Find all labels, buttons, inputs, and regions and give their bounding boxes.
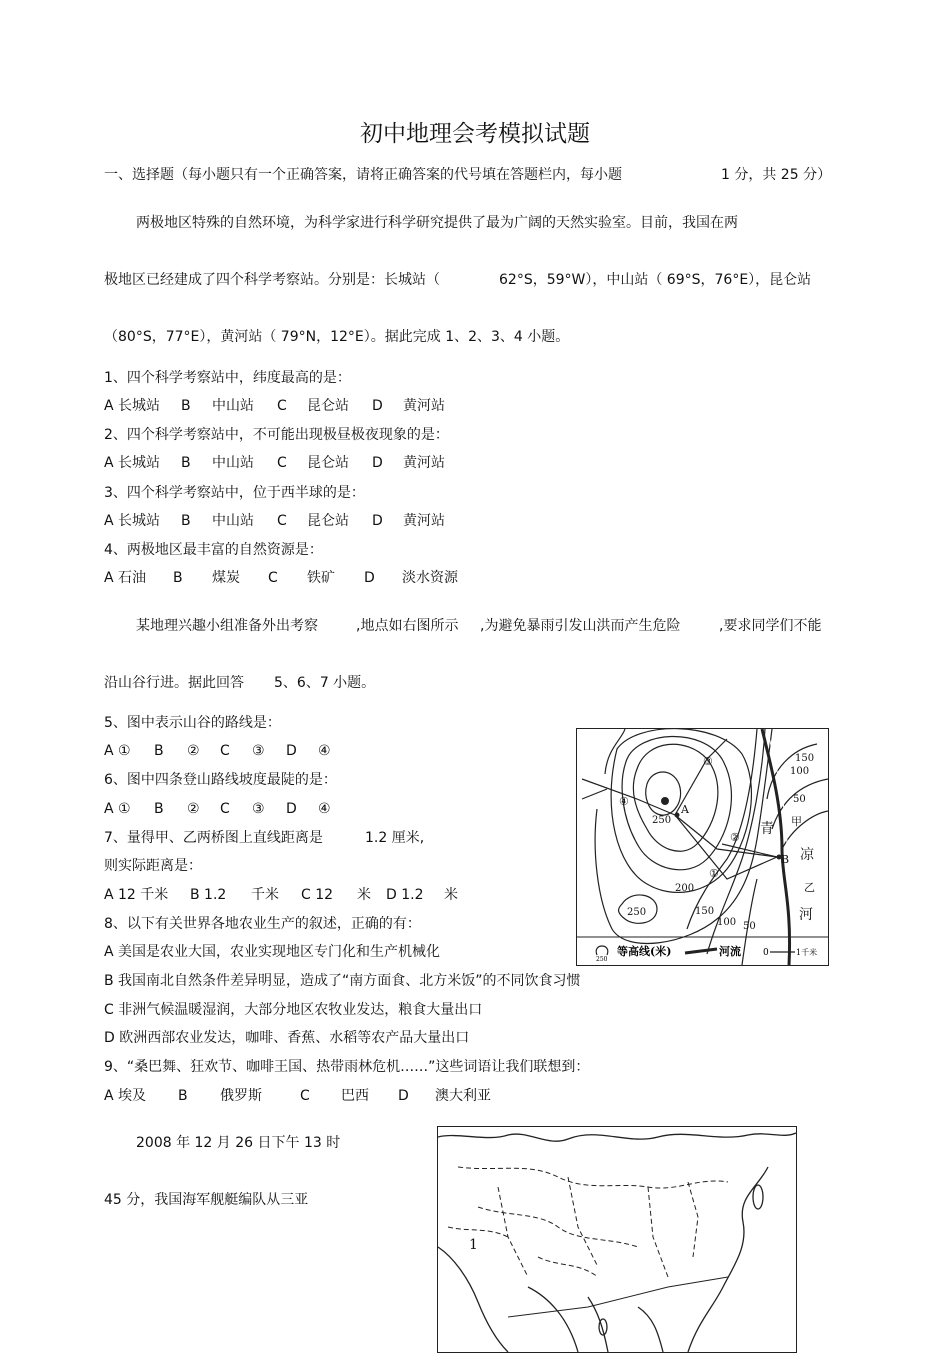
option-c-letter: C — [220, 801, 230, 817]
question-8-option-a: A 美国是农业大国，农业实现地区专门化和生产机械化 — [104, 944, 441, 960]
option-b: ② — [187, 743, 200, 759]
option-b-letter: B — [181, 455, 191, 471]
contour-line — [646, 772, 681, 815]
contour-label: 50 — [793, 794, 806, 805]
question-7-stem2: 则实际距离是： — [104, 858, 202, 874]
option-a: A ① — [104, 801, 131, 817]
border-line — [648, 1187, 668, 1277]
border-line — [498, 1187, 528, 1277]
bridge-label: 乙 — [804, 881, 815, 894]
option-d: 黄河站 — [403, 513, 445, 529]
option-c: 巴西 — [341, 1088, 369, 1104]
passage2-part3: ,为避免暴雨引发山洪而产生危险 — [480, 618, 681, 634]
option-c-letter: C — [268, 570, 278, 586]
question-4-stem: 4、两极地区最丰富的自然资源是： — [104, 542, 323, 558]
question-2-stem: 2、四个科学考察站中，不可能出现极昼极夜现象的是： — [104, 427, 449, 443]
passage2-part4: ,要求同学们不能 — [719, 618, 822, 634]
legend-river-label: 河流 — [719, 945, 741, 958]
border-line — [478, 1207, 638, 1247]
contour-line — [782, 811, 828, 849]
route-label-3: ③ — [703, 755, 713, 768]
option-d-letter: D — [364, 570, 375, 586]
question-7-stem-value: 1.2 厘米, — [365, 830, 425, 846]
question-6-stem: 6、图中四条登山路线坡度最陡的是： — [104, 772, 337, 788]
point-a-marker — [675, 813, 680, 818]
option-b: ② — [187, 801, 200, 817]
contour-line — [605, 729, 625, 774]
passage2-part1: 某地理兴趣小组准备外出考察 — [136, 618, 318, 634]
section-heading-score: 1 分，共 25 分） — [721, 167, 832, 183]
contour-label: 150 — [795, 753, 815, 764]
peak-marker — [661, 797, 669, 805]
contour-legend-icon — [596, 946, 608, 955]
question-9-stem: 9、“桑巴舞、狂欢节、咖啡王国、热带雨林危机……”这些词语让我们联想到： — [104, 1059, 590, 1075]
contour-label: 100 — [790, 766, 810, 777]
option-b-letter: B — [154, 743, 164, 759]
passage2-line2b: 5、6、7 小题。 — [274, 675, 376, 691]
option-c: 昆仑站 — [307, 513, 349, 529]
coastline — [588, 1297, 608, 1352]
page-title: 初中地理会考模拟试题 — [360, 121, 590, 147]
contour-line — [622, 736, 731, 869]
option-c: 昆仑站 — [307, 455, 349, 471]
passage2-line2a: 沿山谷行进。据此回答 — [104, 675, 244, 691]
border-line — [458, 1167, 728, 1188]
border-line — [448, 1227, 508, 1237]
option-c-letter: C — [277, 513, 287, 529]
option-d-letter: D — [372, 455, 383, 471]
legend-contour-label: 等高线(米) — [617, 945, 672, 958]
option-c-letter: C — [277, 398, 287, 414]
question-1-stem: 1、四个科学考察站中，纬度最高的是： — [104, 370, 351, 386]
option-c-letter: C — [300, 1088, 310, 1104]
option-a: A 长城站 — [104, 513, 161, 529]
question-8-option-d: D 欧洲西部农业发达，咖啡、香蕉、水稻等农产品大量出口 — [104, 1030, 470, 1046]
passage2-part2: ,地点如右图所示 — [356, 618, 459, 634]
coastline — [438, 1133, 796, 1141]
option-d-letter: D — [286, 801, 297, 817]
bridge-label: 甲 — [791, 815, 802, 828]
legend-scale-end: 1千米 — [796, 948, 818, 957]
option-c: ③ — [252, 743, 265, 759]
option-c-letter: C — [277, 455, 287, 471]
option-a: A 长城站 — [104, 455, 161, 471]
route-label-1: ① — [709, 867, 719, 880]
option-a: A 12 千米 — [104, 887, 169, 903]
map-marker-1: 1 — [469, 1237, 478, 1253]
contour-label: 100 — [717, 917, 737, 928]
legend-scale-zero: 0 — [763, 948, 769, 958]
option-a: A 长城站 — [104, 398, 161, 414]
river-name-char: 河 — [799, 907, 813, 923]
option-c-unit: 米 — [357, 887, 371, 903]
contour-label: 250 — [627, 907, 647, 918]
coastline — [528, 1287, 578, 1352]
point-b-label: B — [781, 853, 790, 866]
border-line — [568, 1177, 598, 1267]
option-d-letter: D — [398, 1088, 409, 1104]
question-3-stem: 3、四个科学考察站中，位于西半球的是： — [104, 485, 365, 501]
option-d: ④ — [318, 743, 331, 759]
asia-map — [438, 1127, 796, 1352]
border-line — [538, 1257, 598, 1277]
legend-contour-sample: 250 — [596, 956, 608, 963]
section-heading: 一、选择题（每小题只有一个正确答案，请将正确答案的代号填在答题栏内，每小题 — [104, 167, 622, 183]
option-d: ④ — [318, 801, 331, 817]
passage1-line2b: 62°S，59°W），中山站（ 69°S，76°E），昆仑站 — [499, 272, 812, 288]
route-label-4: ④ — [619, 795, 629, 808]
contour-label: 50 — [743, 921, 756, 932]
option-d: D 1.2 — [386, 887, 424, 903]
question-5-stem: 5、图中表示山谷的路线是： — [104, 715, 281, 731]
river-legend-icon — [685, 949, 717, 953]
option-b: B 1.2 — [190, 887, 227, 903]
passage1-line2a: 极地区已经建成了四个科学考察站。分别是：长城站（ — [104, 272, 440, 288]
contour-label: 200 — [675, 883, 695, 894]
option-c-letter: C — [220, 743, 230, 759]
option-d-letter: D — [372, 398, 383, 414]
option-b: 煤炭 — [212, 570, 240, 586]
option-b: 中山站 — [212, 513, 254, 529]
option-b-letter: B — [181, 398, 191, 414]
option-b: 中山站 — [212, 398, 254, 414]
option-d: 淡水资源 — [402, 570, 458, 586]
point-a-label: A — [681, 803, 689, 816]
question-7-stem: 7、量得甲、乙两桥图上直线距离是 — [104, 830, 323, 846]
river-name-char: 凉 — [800, 847, 814, 863]
option-d-unit: 米 — [444, 887, 458, 903]
option-b-letter: B — [181, 513, 191, 529]
contour-map — [577, 729, 828, 965]
option-d: 黄河站 — [403, 398, 445, 414]
river-name-char: 青 — [760, 821, 774, 837]
option-a: A 埃及 — [104, 1088, 147, 1104]
island — [753, 1185, 763, 1209]
option-a: A 石油 — [104, 570, 147, 586]
option-d-letter: D — [372, 513, 383, 529]
passage1-line3: （80°S，77°E），黄河站（ 79°N，12°E）。据此完成 1、2、3、4 小题。 — [104, 329, 570, 345]
question-8-option-c: C 非洲气候温暖湿润，大部分地区农牧业发达，粮食大量出口 — [104, 1002, 483, 1018]
option-d-letter: D — [286, 743, 297, 759]
option-b-letter: B — [178, 1088, 188, 1104]
option-c: C 12 — [301, 887, 334, 903]
option-a: A ① — [104, 743, 131, 759]
contour-map-figure — [576, 728, 829, 966]
passage3-line1: 2008 年 12 月 26 日下午 13 时 — [136, 1135, 341, 1151]
route-label-2: ② — [730, 831, 740, 844]
option-d: 黄河站 — [403, 455, 445, 471]
option-c: 昆仑站 — [307, 398, 349, 414]
coastline — [688, 1167, 768, 1352]
option-d: 澳大利亚 — [435, 1088, 491, 1104]
route-line — [582, 789, 607, 799]
coastline — [438, 1247, 508, 1352]
option-c: ③ — [252, 801, 265, 817]
option-b-letter: B — [173, 570, 183, 586]
option-b: 中山站 — [212, 455, 254, 471]
question-8-option-b: B 我国南北自然条件差异明显，造成了“南方面食、北方米饭”的不同饮食习惯 — [104, 973, 581, 989]
option-b: 俄罗斯 — [220, 1088, 262, 1104]
question-8-stem: 8、以下有关世界各地农业生产的叙述，正确的有： — [104, 916, 421, 932]
option-c: 铁矿 — [307, 570, 335, 586]
contour-label: 250 — [652, 815, 672, 826]
option-b-unit: 千米 — [251, 887, 279, 903]
coastline — [638, 1307, 663, 1352]
contour-label: 150 — [695, 906, 715, 917]
asia-map-figure — [437, 1126, 797, 1353]
route-line — [508, 1277, 728, 1317]
passage3-line2: 45 分，我国海军舰艇编队从三亚 — [104, 1192, 309, 1208]
passage1-line1: 两极地区特殊的自然环境，为科学家进行科学研究提供了最为广阔的天然实验室。目前，我国在两 — [136, 215, 738, 231]
option-b-letter: B — [154, 801, 164, 817]
border-line — [688, 1182, 698, 1257]
